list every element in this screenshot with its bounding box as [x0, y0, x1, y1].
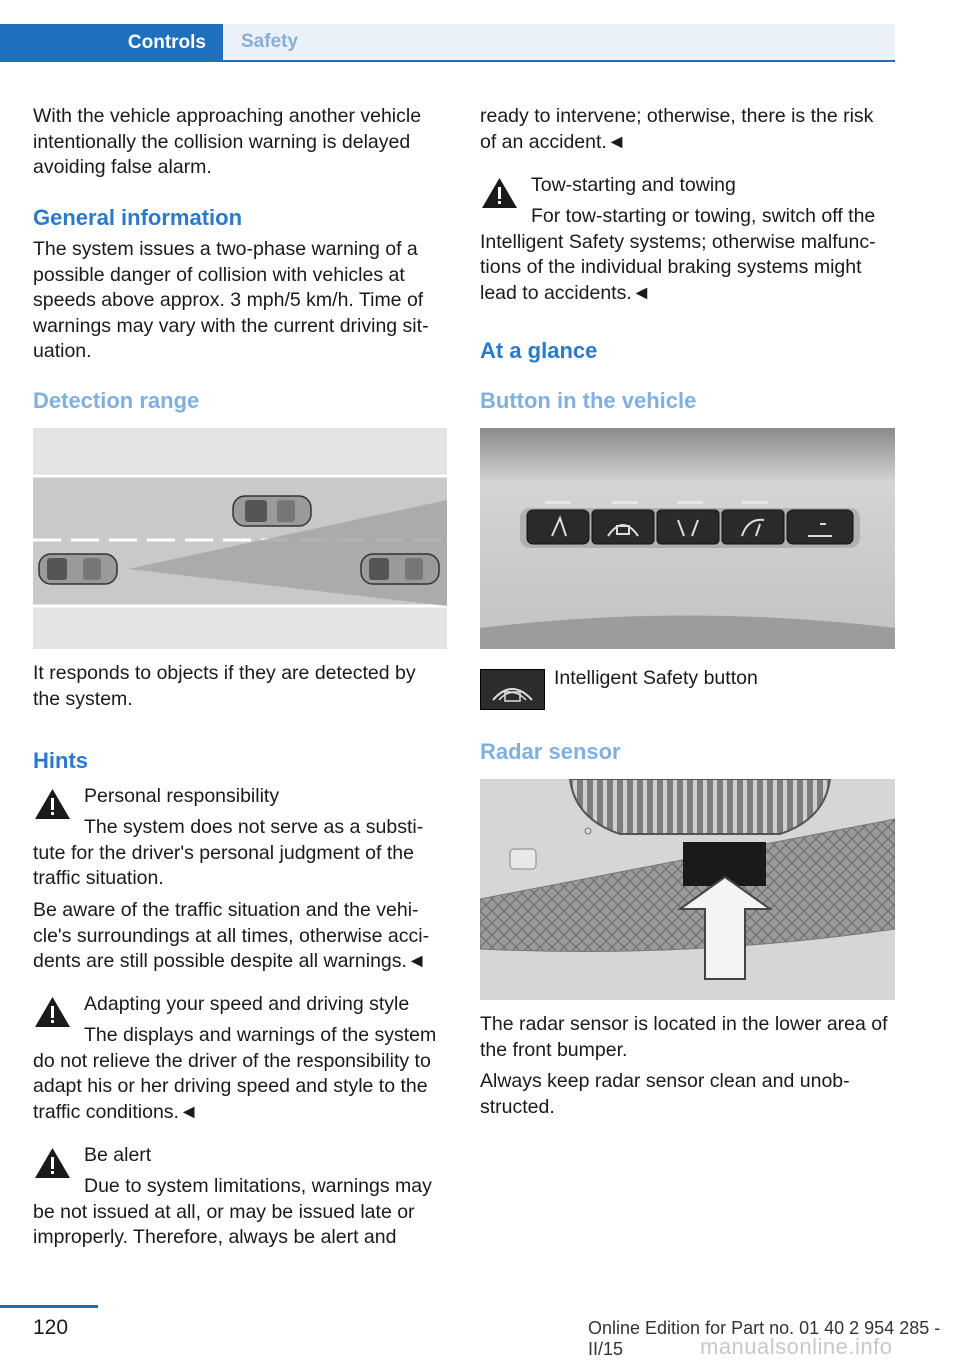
detection-range-figure — [33, 428, 447, 649]
tab-controls[interactable]: Controls — [0, 24, 223, 62]
warning-title: Personal responsibility — [84, 785, 280, 807]
detection-range-text: It responds to objects if they are detected by the system. — [33, 662, 416, 710]
general-information-heading: General information — [33, 205, 243, 230]
radar-sensor-illustration — [480, 779, 895, 1000]
warning-body: The displays and warnings of the system do not relieve the driver of the responsibility to adapt his or her driving speed and style to the traffic conditions.◄ — [33, 1024, 437, 1123]
button-in-vehicle-heading: Button in the vehicle — [480, 388, 697, 413]
car-front — [233, 496, 311, 526]
page-number: 120 — [33, 1316, 69, 1339]
warning-tow-starting — [480, 173, 895, 308]
header-divider — [223, 60, 895, 62]
footer-divider — [0, 1305, 98, 1308]
warning-body: For tow-starting or towing, switch off the Intelligent Safety systems; otherwise malfunctions of the individual braking systems might lead to accidents.◄ — [480, 205, 876, 304]
warning-title: Be alert — [84, 1144, 152, 1166]
detection-range-illustration — [33, 428, 447, 649]
intro-paragraph: With the vehicle approaching another vehicle intentionally the collision warning is delayed avoiding false alarm. — [33, 105, 422, 178]
warning-be-alert — [33, 1143, 448, 1258]
edition-text: Online Edition for Part no. 01 40 2 954 285 - II/15 — [588, 1318, 941, 1359]
warning-adapting-speed — [33, 992, 448, 1127]
button-panel-illustration — [480, 428, 895, 649]
detection-range-heading: Detection range — [33, 388, 200, 413]
at-a-glance-heading: At a glance — [480, 338, 598, 363]
continued-paragraph: ready to intervene; otherwise, there is the risk of an accident.◄ — [480, 105, 874, 153]
warning-title: Tow-starting and towing — [531, 174, 736, 196]
hints-heading: Hints — [33, 748, 88, 773]
general-information-text: The system issues a two-phase warning of a possible danger of collision with vehicles at speeds above approx. 3 mph/5 km/h. Time of warnings may vary with the current driving situation. — [33, 238, 429, 362]
tab-safety[interactable]: Safety — [223, 24, 895, 60]
aware-paragraph: Be aware of the traffic situation and the vehicle's surroundings at all times, otherwise accidents are still possible despite all warnings.◄ — [33, 899, 430, 972]
warning-personal-responsibility — [33, 784, 448, 894]
radar-sensor-heading: Radar sensor — [480, 739, 621, 764]
radar-sensor-text-1: The radar sensor is located in the lower area of the front bumper. — [480, 1013, 888, 1061]
car-right — [361, 554, 439, 584]
warning-body: Due to system limitations, warnings may be not issued at all, or may be issued late or improperly. Therefore, always be alert and — [33, 1175, 432, 1248]
intelligent-safety-button-label: Intelligent Safety button — [554, 667, 758, 689]
header-tabs — [0, 24, 895, 62]
intelligent-safety-button-icon — [480, 669, 545, 710]
radar-sensor-text-2: Always keep radar sensor clean and unobstructed. — [480, 1070, 850, 1118]
warning-body: The system does not serve as a substitute for the driver's personal judgment of the traffic situation. — [33, 816, 424, 889]
watermark: manualsonline.info — [700, 1334, 893, 1359]
radar-sensor-figure — [480, 779, 895, 1000]
button-panel-figure — [480, 428, 895, 649]
car-left — [39, 554, 117, 584]
warning-title: Adapting your speed and driving style — [84, 993, 410, 1015]
